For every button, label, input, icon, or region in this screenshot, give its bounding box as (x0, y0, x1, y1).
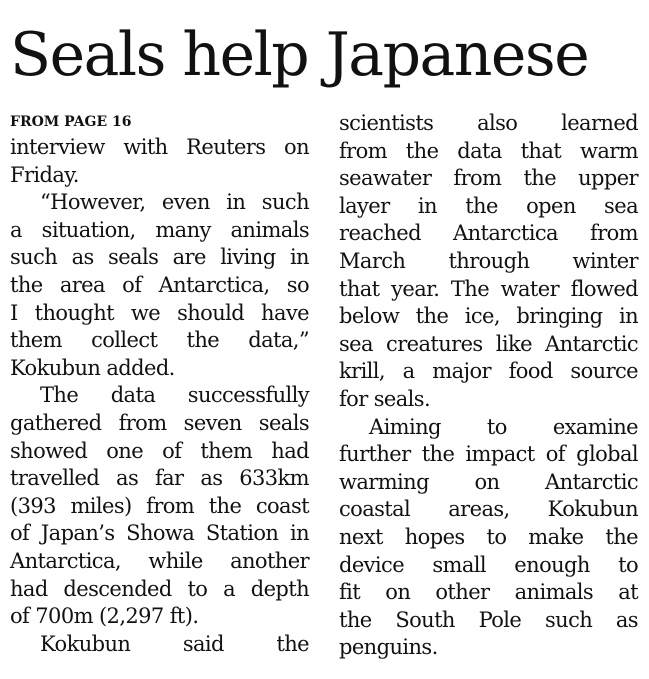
text-line: seawater from the upper (339, 166, 638, 191)
text-line: fit on other animals at (339, 580, 638, 605)
text-line: travelled as far as 633km (10, 466, 309, 491)
text-line: scientists also learned (339, 111, 638, 135)
text-line: below the ice, bringing in (339, 304, 638, 329)
article-column-right (339, 110, 638, 662)
headline: Seals help Japanese (10, 20, 589, 90)
text-line: of 700m (2,297 ft). (10, 604, 199, 629)
text-line: sea creatures like Antarctic (339, 331, 638, 356)
text-line: had descended to a depth (10, 576, 309, 601)
text-line: them collect the data,” (10, 328, 309, 353)
text-line: krill, a major food source (339, 359, 638, 384)
text-line: from the data that warm (339, 138, 638, 163)
text-line: the South Pole such as (339, 607, 638, 632)
text-line: next hopes to make the (339, 524, 638, 549)
text-line: (393 miles) from the coast (10, 493, 309, 518)
text-line: a situation, many animals (10, 217, 309, 242)
text-line: reached Antarctica from (339, 221, 638, 246)
text-line: penguins. (339, 635, 438, 660)
text-line: for seals. (339, 386, 431, 411)
left-column-text (10, 134, 309, 658)
text-line: such as seals are living in (10, 245, 309, 270)
text-line: gathered from seven seals (10, 410, 309, 435)
text-line: layer in the open sea (339, 193, 638, 218)
article-column-left (10, 110, 309, 658)
text-line: March through winter (339, 248, 638, 273)
text-line: Kokubun added. (10, 355, 175, 380)
text-line: “However, even in such (40, 190, 309, 215)
text-line: showed one of them had (10, 438, 309, 463)
text-line: warming on Antarctic (339, 469, 638, 494)
text-line: The data successfully (40, 383, 309, 408)
text-line: further the impact of global (339, 442, 638, 467)
text-line: the area of Antarctica, so (10, 272, 309, 297)
text-line: Aiming to examine (369, 414, 638, 439)
text-line: of Japan’s Showa Station in (10, 521, 309, 546)
continued-from-label: FROM PAGE 16 (10, 114, 132, 130)
text-line: coastal areas, Kokubun (339, 497, 638, 522)
text-line: device small enough to (339, 552, 638, 577)
text-line: Antarctica, while another (10, 548, 309, 573)
text-line: Friday. (10, 162, 79, 187)
text-line: Kokubun said the (40, 631, 309, 656)
right-column-text (339, 110, 638, 662)
text-line: that year. The water flowed (339, 276, 638, 301)
text-line: I thought we should have (10, 300, 309, 325)
text-line: interview with Reuters on (10, 135, 309, 159)
